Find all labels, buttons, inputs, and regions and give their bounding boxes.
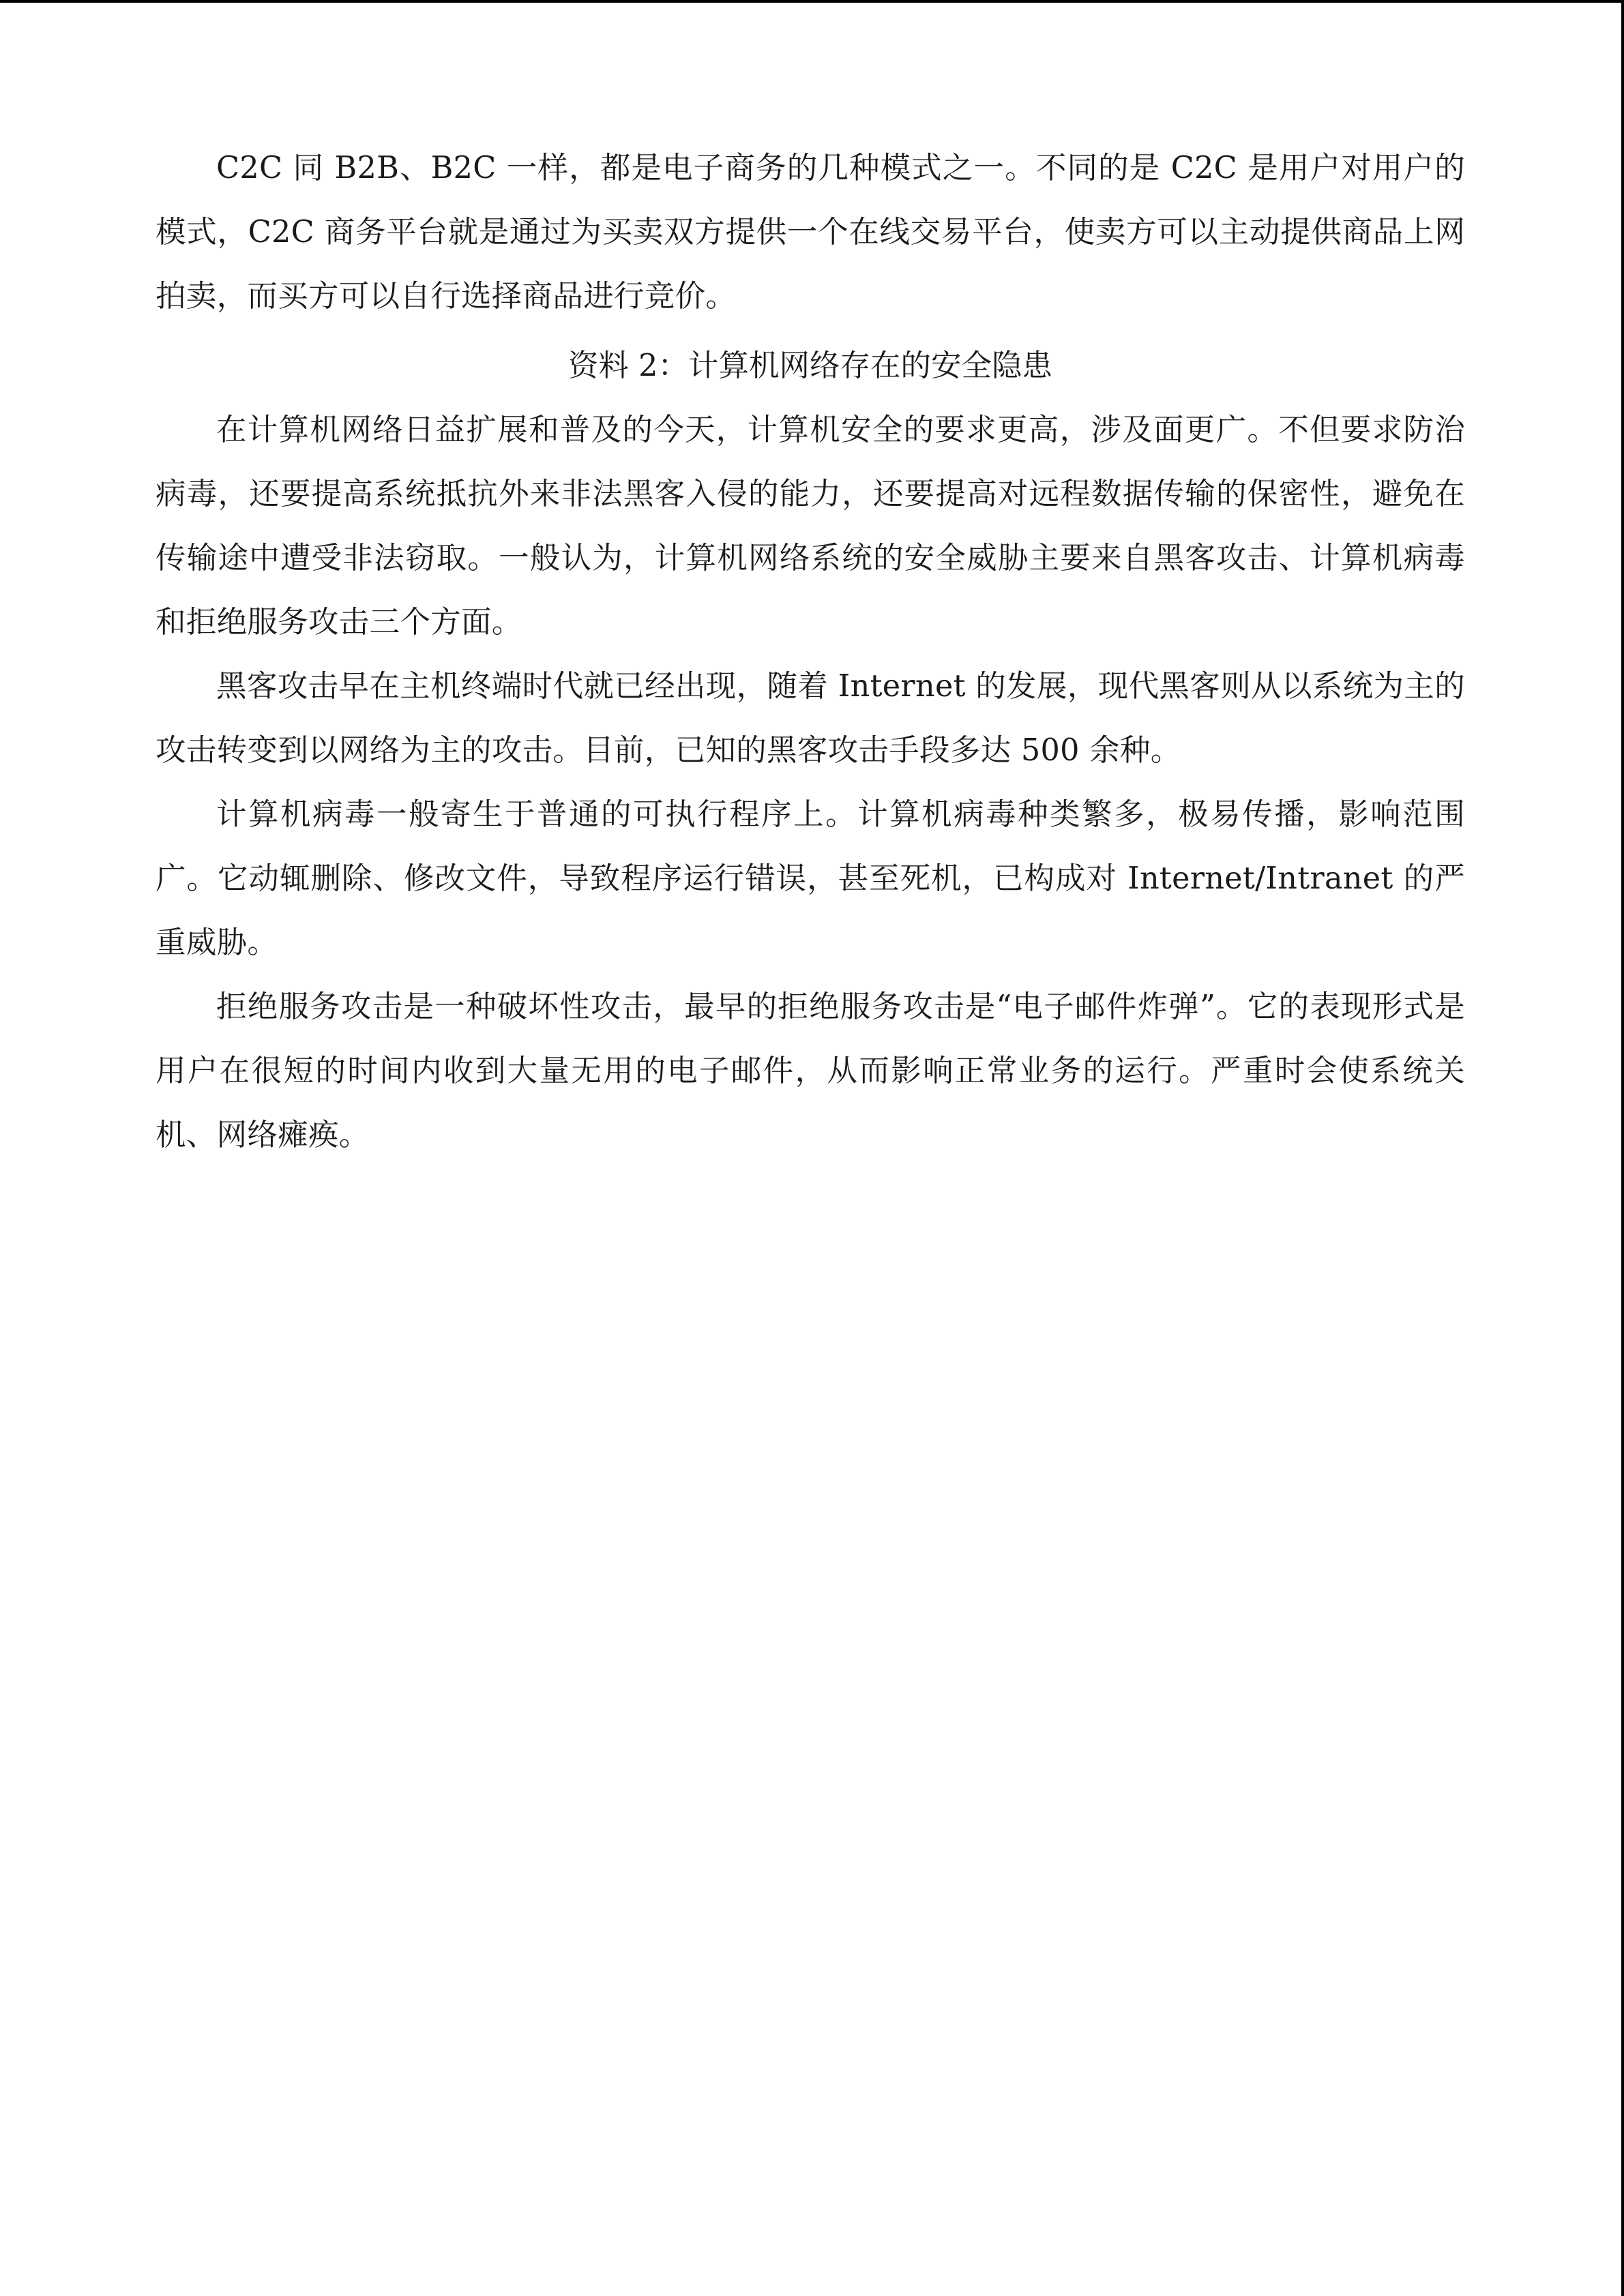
paragraph-hacker-attacks: 黑客攻击早在主机终端时代就已经出现，随着 Internet 的发展，现代黑客则从以系统为主的攻击转变到以网络为主的攻击。目前，已知的黑客攻击手段多达 500 余种。 xyxy=(156,669,1465,768)
document-page xyxy=(156,136,1465,1167)
page-top-border xyxy=(0,0,1624,3)
paragraph-security-overview: 在计算机网络日益扩展和普及的今天，计算机安全的要求更高，涉及面更广。不但要求防治病毒，还要提高系统抵抗外来非法黑客入侵的能力，还要提高对远程数据传输的保密性，避免在传输途中遭受非法窃取。一般认为，计算机网络系统的安全威胁主要来自黑客攻击、计算机病毒和拒绝服务攻击三个方面。 xyxy=(156,413,1465,640)
intro-paragraph: C2C 同 B2B、B2C 一样，都是电子商务的几种模式之一。不同的是 C2C 是用户对用户的模式，C2C 商务平台就是通过为买卖双方提供一个在线交易平台，使卖方可以主动提供商品上网拍卖，而买方可以自行选择商品进行竞价。 xyxy=(156,151,1465,314)
paragraph-computer-virus: 计算机病毒一般寄生于普通的可执行程序上。计算机病毒种类繁多，极易传播，影响范围广。它动辄删除、修改文件，导致程序运行错误，甚至死机，已构成对 Internet/Intranet 的严重威胁。 xyxy=(156,797,1465,960)
section-heading: 资料 2：计算机网络存在的安全隐患 xyxy=(568,348,1052,383)
paragraph-denial-of-service: 拒绝服务攻击是一种破坏性攻击，最早的拒绝服务攻击是“电子邮件炸弹”。它的表现形式是用户在很短的时间内收到大量无用的电子邮件，从而影响正常业务的运行。严重时会使系统关机、网络瘫痪。 xyxy=(156,989,1465,1152)
page-right-border xyxy=(1621,0,1624,2296)
